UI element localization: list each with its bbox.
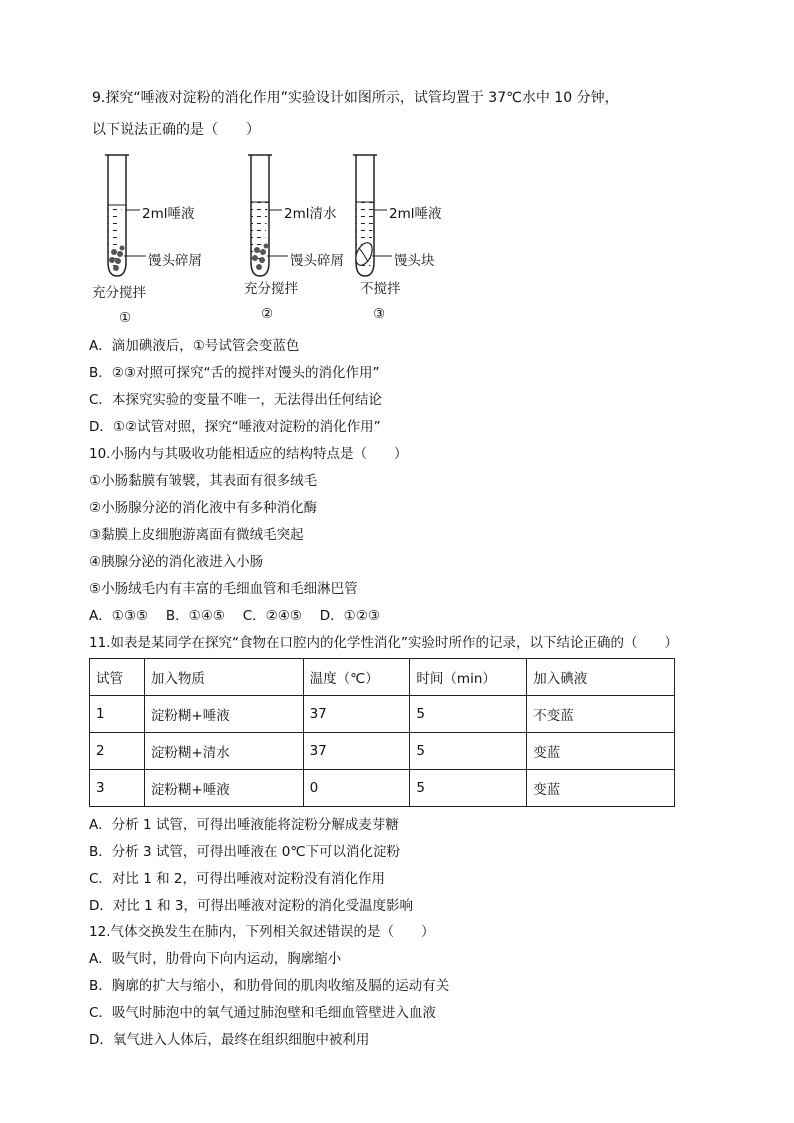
table-cell: 1 — [90, 696, 145, 733]
q9-option-c: C．本探究实验的变量不唯一，无法得出任何结论 — [89, 392, 382, 408]
q10-item-4: ④胰腺分泌的消化液进入小肠 — [89, 554, 264, 570]
q9-stem-line2: 以下说法正确的是（ ） — [92, 122, 260, 138]
q12-option-c: C．吸气时肺泡中的氧气通过肺泡壁和毛细血管壁进入血液 — [89, 1005, 436, 1021]
table-cell: 变蓝 — [527, 733, 675, 770]
table-cell: 5 — [410, 733, 527, 770]
q12-option-a: A．吸气时，肋骨向下向内运动，胸廓缩小 — [89, 951, 342, 967]
table-row — [90, 733, 675, 770]
q11-option-a: A．分析 1 试管，可得出唾液能将淀粉分解成麦芽糖 — [89, 817, 399, 833]
tube1-treatment-label: 充分搅拌 — [92, 285, 146, 301]
test-tubes-diagram — [88, 150, 488, 330]
q11-option-c: C．对比 1 和 2，可得出唾液对淀粉没有消化作用 — [89, 871, 385, 887]
tube3-solid-label: 馒头块 — [394, 253, 435, 269]
table-row — [90, 770, 675, 807]
tube2-treatment-label: 充分搅拌 — [244, 281, 298, 297]
q9-option-a: A．滴加碘液后，①号试管会变蓝色 — [89, 338, 300, 354]
tube3-liquid-label: 2ml唾液 — [389, 206, 442, 222]
tube2-number: ② — [261, 306, 274, 322]
header-cell: 加入碘液 — [527, 659, 675, 696]
test-tube-2 — [248, 155, 288, 276]
tube1-solid-label: 馒头碎屑 — [148, 253, 202, 269]
header-cell: 温度（℃） — [303, 659, 410, 696]
table-cell: 5 — [410, 770, 527, 807]
q9-stem-line1: 9.探究“唾液对淀粉的消化作用”实验设计如图所示，试管均置于 37℃水中 10 分钟， — [92, 90, 619, 106]
q10-item-5: ⑤小肠绒毛内有丰富的毛细血管和毛细淋巴管 — [89, 581, 358, 597]
table-cell: 3 — [90, 770, 145, 807]
q11-record-table — [89, 658, 675, 807]
test-tube-1 — [105, 155, 146, 276]
q9-option-b: B．②③对照可探究“舌的搅拌对馒头的消化作用” — [89, 365, 380, 381]
q9-option-d: D．①②试管对照，探究“唾液对淀粉的消化作用” — [89, 419, 381, 435]
tube2-solid-label: 馒头碎屑 — [290, 253, 344, 269]
tube3-number: ③ — [373, 306, 386, 322]
table-cell: 淀粉糊+清水 — [144, 733, 303, 770]
q12-option-d: D．氧气进入人体后，最终在组织细胞中被利用 — [89, 1032, 370, 1048]
q10-item-3: ③黏膜上皮细胞游离面有微绒毛突起 — [89, 527, 304, 543]
table-cell: 37 — [303, 733, 410, 770]
tube1-liquid-label: 2ml唾液 — [142, 206, 195, 222]
q12-option-b: B．胸廓的扩大与缩小，和肋骨间的肌肉收缩及膈的运动有关 — [89, 978, 450, 994]
table-cell: 5 — [410, 696, 527, 733]
header-cell: 试管 — [90, 659, 145, 696]
table-header-row — [90, 659, 675, 696]
tube3-treatment-label: 不搅拌 — [360, 281, 401, 297]
q10-stem: 10.小肠内与其吸收功能相适应的结构特点是（ ） — [89, 446, 408, 462]
table-cell: 淀粉糊+唾液 — [144, 696, 303, 733]
q11-option-d: D．对比 1 和 3，可得出唾液对淀粉的消化受温度影响 — [89, 898, 413, 914]
table-cell: 0 — [303, 770, 410, 807]
q11-option-b: B．分析 3 试管，可得出唾液在 0℃下可以消化淀粉 — [89, 844, 400, 860]
test-tube-3 — [353, 155, 392, 276]
table-row — [90, 696, 675, 733]
q11-stem: 11.如表是某同学在探究“食物在口腔内的化学性消化”实验时所作的记录，以下结论正确的（ ） — [89, 635, 678, 651]
header-cell: 时间（min） — [410, 659, 527, 696]
q9-test-tube-figure — [88, 150, 488, 330]
table-cell: 变蓝 — [527, 770, 675, 807]
table-cell: 不变蓝 — [527, 696, 675, 733]
q12-stem: 12.气体交换发生在肺内，下列相关叙述错误的是（ ） — [89, 924, 435, 940]
q10-options: A．①③⑤ B．①④⑤ C．②④⑤ D．①②③ — [89, 608, 380, 624]
header-cell: 加入物质 — [144, 659, 303, 696]
table-cell: 淀粉糊+唾液 — [144, 770, 303, 807]
table-cell: 2 — [90, 733, 145, 770]
tube2-liquid-label: 2ml清水 — [284, 206, 337, 222]
table-cell: 37 — [303, 696, 410, 733]
tube1-number: ① — [119, 310, 132, 326]
q10-item-1: ①小肠黏膜有皱襞，其表面有很多绒毛 — [89, 473, 318, 489]
q10-item-2: ②小肠腺分泌的消化液中有多种消化酶 — [89, 500, 318, 516]
